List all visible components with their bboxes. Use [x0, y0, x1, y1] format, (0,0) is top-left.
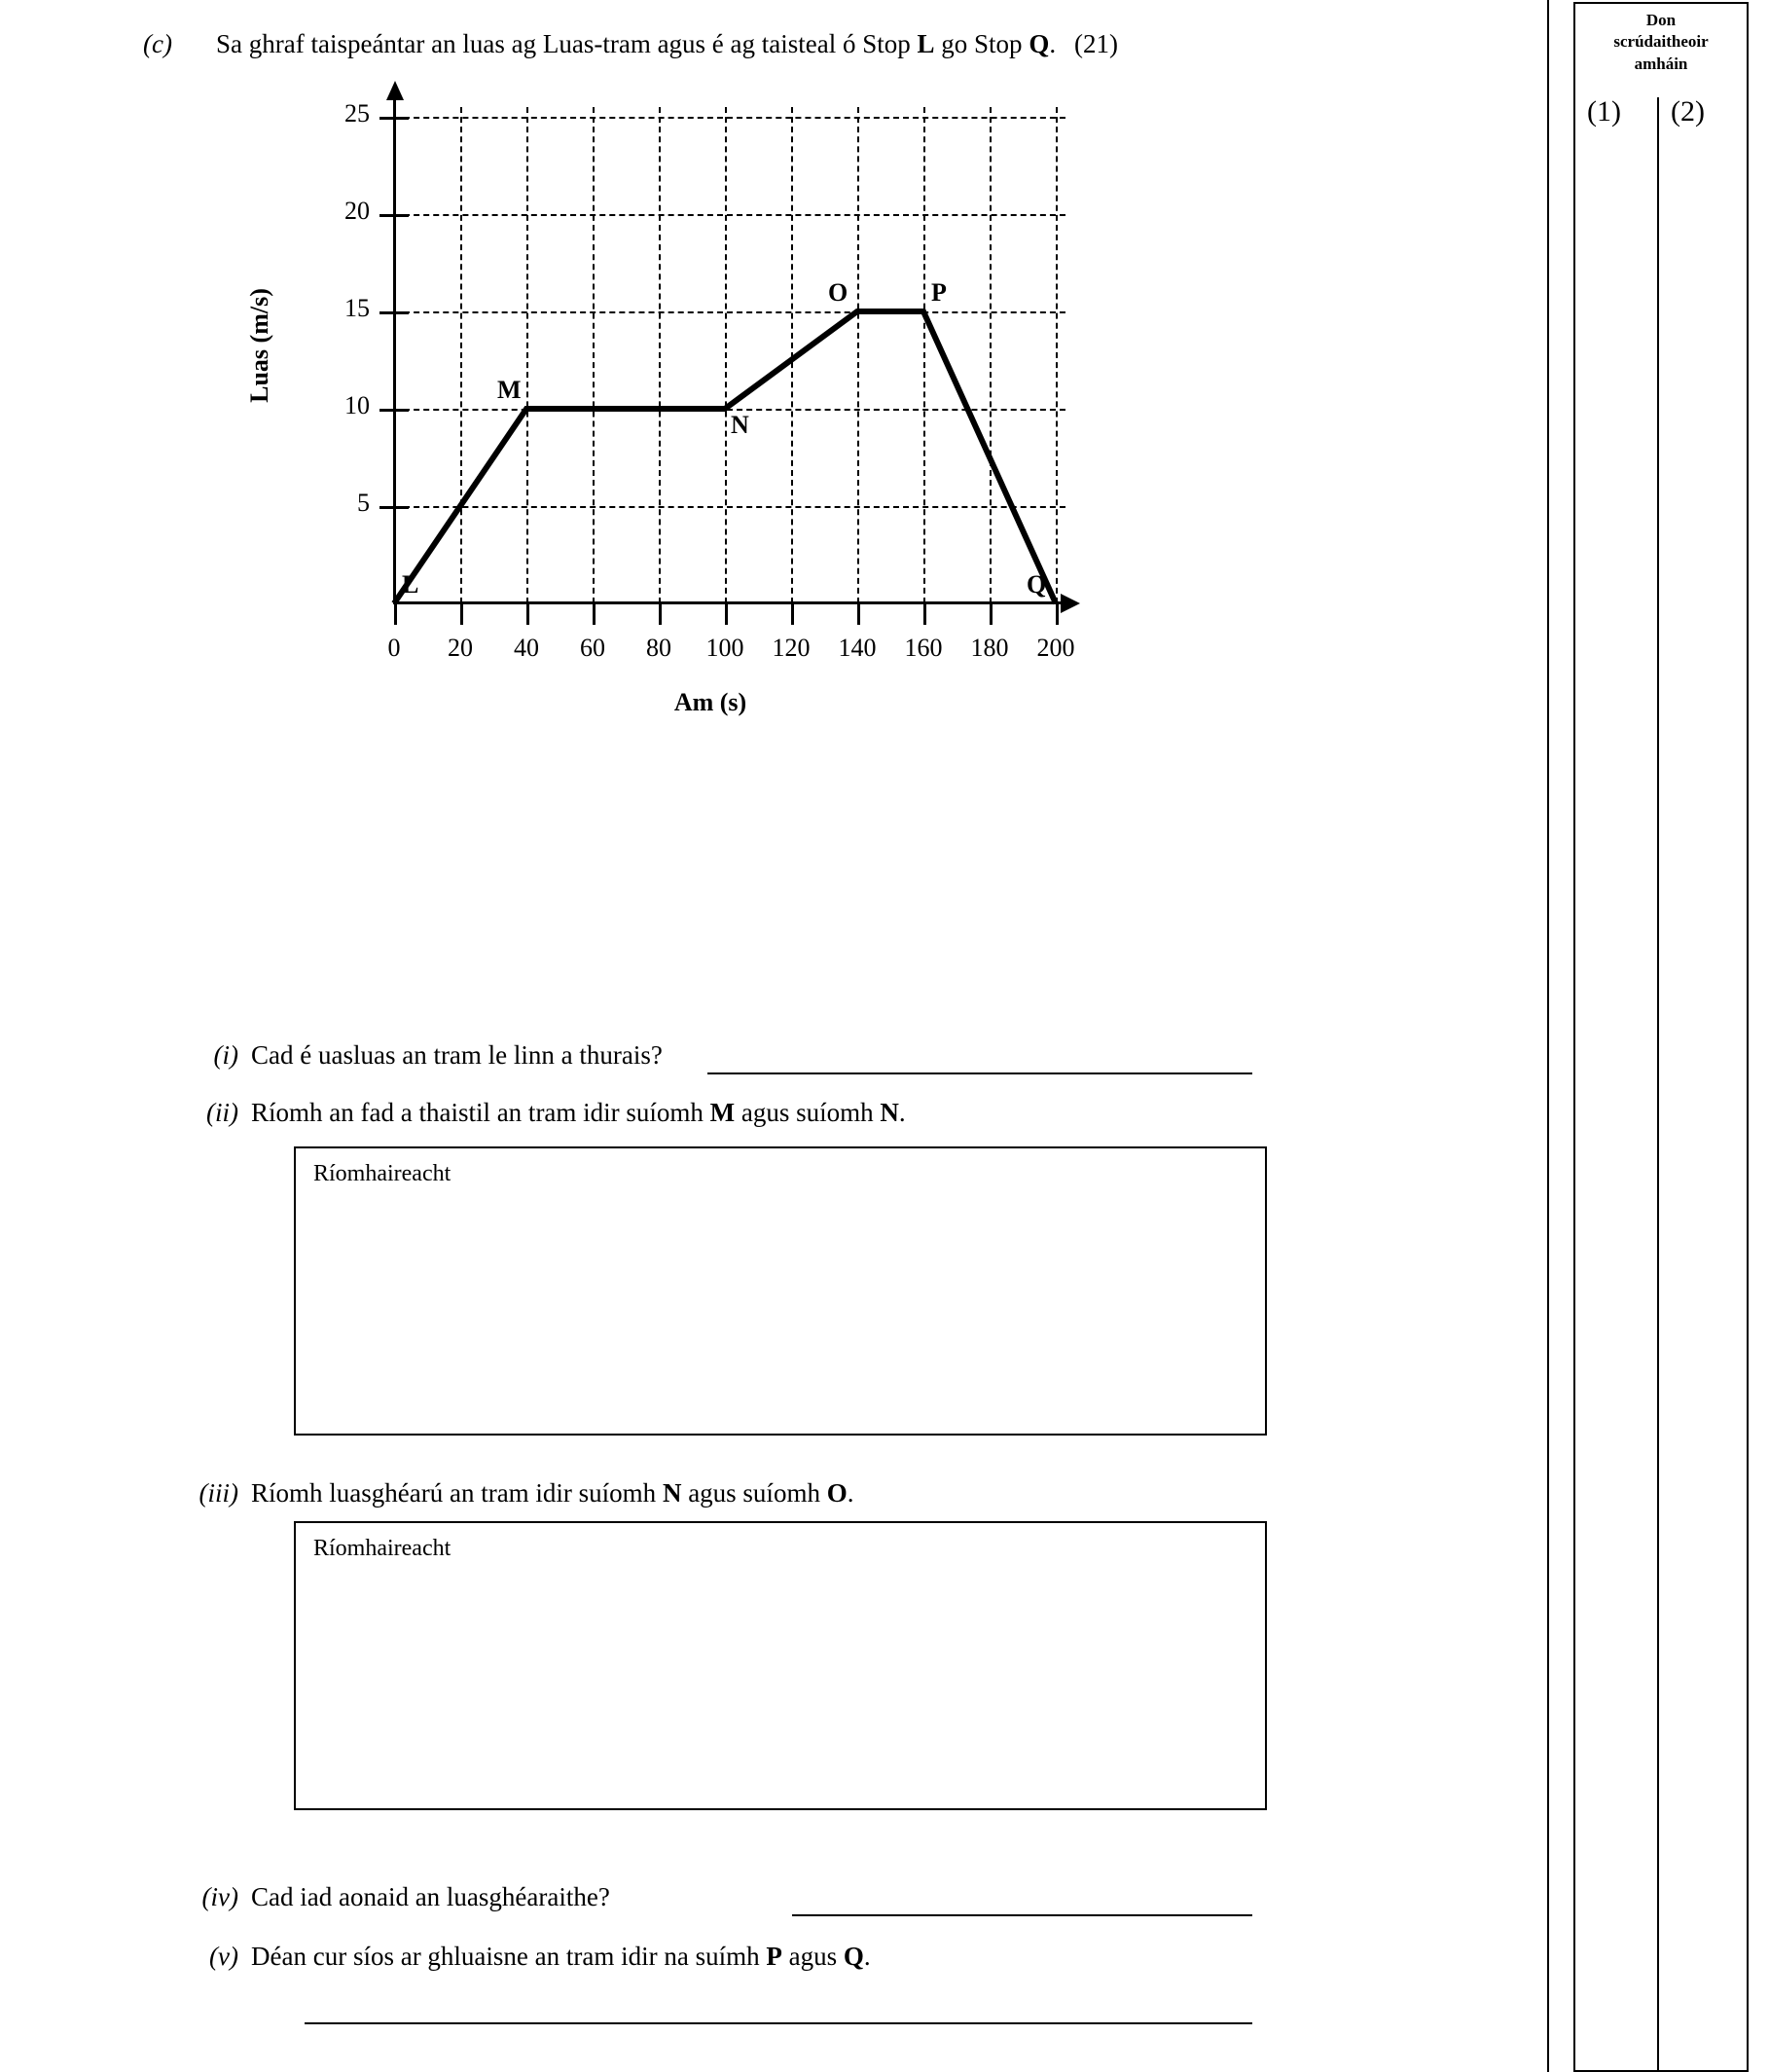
graph-point-label-l: L — [402, 570, 419, 599]
graph-point-label-m: M — [497, 376, 522, 404]
x-axis-arrow — [1061, 594, 1080, 613]
x-axis-tick-label: 80 — [646, 634, 671, 662]
sub-question-iii-box-label: Ríomhaireacht — [313, 1536, 451, 1561]
y-axis-tick — [379, 214, 409, 217]
x-axis-tick-label: 140 — [838, 634, 877, 662]
graph-point-label-p: P — [931, 278, 947, 307]
question-marks: (21) — [1074, 29, 1118, 58]
gridline-vertical — [857, 107, 859, 603]
examiner-column-divider — [1657, 97, 1659, 2072]
question-stem-part-1: Sa ghraf taispeántar an luas ag Luas-tram agus é ag taisteal ó Stop — [216, 29, 918, 58]
sub-question-ii-number: (ii) — [206, 1098, 238, 1127]
x-axis-tick — [725, 601, 728, 625]
gridline-horizontal — [394, 409, 1065, 411]
x-axis-tick — [526, 601, 529, 625]
y-axis-tick-label: 25 — [344, 99, 370, 127]
x-axis-tick-label: 180 — [970, 634, 1009, 662]
gridline-vertical — [659, 107, 661, 603]
y-axis-tick — [379, 117, 409, 120]
velocity-time-graph — [245, 92, 1138, 716]
sub-question-v-part-3: . — [863, 1942, 871, 1971]
gridline-vertical — [990, 107, 992, 603]
examiner-title-line-2: scrúdaitheoir — [1613, 32, 1709, 52]
sub-question-iii-number: (iii) — [199, 1478, 238, 1508]
sub-question-ii-answer-box[interactable] — [294, 1146, 1267, 1436]
x-axis-tick — [593, 601, 596, 625]
x-axis-tick — [659, 601, 662, 625]
gridline-horizontal — [394, 506, 1065, 508]
question-stem-stop-l: L — [917, 29, 935, 58]
x-axis-tick-label: 20 — [448, 634, 473, 662]
sub-question-iv-number: (iv) — [201, 1882, 238, 1911]
x-axis-tick-label: 200 — [1036, 634, 1075, 662]
sub-question-ii-part-3: . — [898, 1098, 906, 1127]
sub-question-i-answer-line[interactable] — [707, 1072, 1252, 1074]
graph-point-label-q: Q — [1027, 570, 1047, 599]
x-axis-tick — [1056, 601, 1059, 625]
sub-question-iii-part-1: Ríomh luasghéarú an tram idir suíomh — [251, 1478, 663, 1508]
gridline-vertical — [791, 107, 793, 603]
sub-question-iii-point-o: O — [826, 1478, 848, 1508]
gridline-horizontal — [394, 117, 1065, 119]
y-axis-tick-label: 20 — [344, 197, 370, 225]
sub-question-ii-point-m: M — [709, 1098, 736, 1127]
sub-question-iii-text — [251, 1478, 853, 1509]
question-stem-part-2: go Stop — [934, 29, 1029, 58]
examiner-box — [1573, 2, 1749, 2072]
examiner-column-2-label: (2) — [1671, 95, 1705, 127]
y-axis-tick-label: 15 — [344, 294, 370, 322]
y-axis-label: Luas (m/s) — [245, 288, 273, 403]
y-axis-tick-label: 10 — [344, 391, 370, 419]
sub-question-v-text — [251, 1942, 871, 1972]
y-axis-arrow — [386, 81, 404, 100]
gridline-vertical — [593, 107, 595, 603]
x-axis-tick — [394, 601, 397, 625]
sub-question-iii-answer-box[interactable] — [294, 1521, 1267, 1810]
sub-question-iv-answer-line[interactable] — [792, 1914, 1252, 1916]
x-axis-tick — [460, 601, 463, 625]
x-axis-tick-label: 100 — [705, 634, 744, 662]
question-stem-part-3: . — [1049, 29, 1057, 58]
graph-point-label-o: O — [828, 278, 848, 307]
y-axis-tick — [379, 506, 409, 509]
sub-question-iii-part-3: . — [847, 1478, 854, 1508]
gridline-horizontal — [394, 214, 1065, 216]
sub-question-v-point-p: P — [766, 1942, 782, 1971]
gridline-vertical — [526, 107, 528, 603]
examiner-box-title — [1578, 10, 1744, 75]
x-axis-label: Am (s) — [673, 688, 747, 716]
sub-question-i-number: (i) — [213, 1040, 238, 1070]
y-axis-line — [393, 97, 396, 603]
examiner-margin-rule — [1547, 0, 1549, 2072]
gridline-vertical — [725, 107, 727, 603]
sub-question-ii-part-1: Ríomh an fad a thaistil an tram idir suíomh — [251, 1098, 710, 1127]
x-axis-tick-label: 160 — [904, 634, 943, 662]
gridline-horizontal — [394, 311, 1065, 313]
question-stem — [216, 29, 1056, 59]
sub-question-iii-part-2: agus suíomh — [681, 1478, 827, 1508]
sub-question-ii-text — [251, 1098, 906, 1128]
x-axis-tick-label: 120 — [772, 634, 811, 662]
x-axis-tick — [791, 601, 794, 625]
sub-question-iii-point-n: N — [662, 1478, 682, 1508]
sub-question-i-text: Cad é uasluas an tram le linn a thurais? — [251, 1040, 663, 1070]
y-axis-tick-label: 5 — [357, 489, 370, 517]
x-axis-tick — [990, 601, 993, 625]
sub-question-v-point-q: Q — [843, 1942, 864, 1971]
x-axis-tick — [857, 601, 860, 625]
x-axis-tick-label: 0 — [387, 634, 401, 662]
x-axis-line — [393, 601, 1065, 604]
x-axis-tick-label: 40 — [514, 634, 539, 662]
sub-question-ii-part-2: agus suíomh — [735, 1098, 881, 1127]
sub-question-ii-point-n: N — [880, 1098, 899, 1127]
graph-point-label-n: N — [731, 411, 749, 439]
gridline-vertical — [460, 107, 462, 603]
sub-question-ii-box-label: Ríomhaireacht — [313, 1161, 451, 1186]
examiner-column-1-label: (1) — [1587, 95, 1621, 127]
gridline-vertical — [923, 107, 925, 603]
sub-question-iv-text: Cad iad aonaid an luasghéaraithe? — [251, 1882, 610, 1911]
x-axis-tick-label: 60 — [580, 634, 605, 662]
gridline-vertical — [1056, 107, 1058, 603]
sub-question-v-number: (v) — [209, 1942, 238, 1971]
examiner-columns — [1573, 95, 1749, 134]
sub-question-v-answer-line[interactable] — [305, 2022, 1252, 2024]
examiner-title-line-1: Don — [1645, 11, 1677, 29]
sub-question-v-part-1: Déan cur síos ar ghluaisne an tram idir na suímh — [251, 1942, 767, 1971]
x-axis-tick — [923, 601, 926, 625]
sub-question-v-part-2: agus — [781, 1942, 844, 1971]
y-axis-tick — [379, 311, 409, 314]
question-letter: (c) — [143, 29, 172, 58]
question-stem-stop-q: Q — [1029, 29, 1050, 58]
examiner-title-line-3: amháin — [1634, 54, 1688, 73]
y-axis-tick — [379, 409, 409, 412]
